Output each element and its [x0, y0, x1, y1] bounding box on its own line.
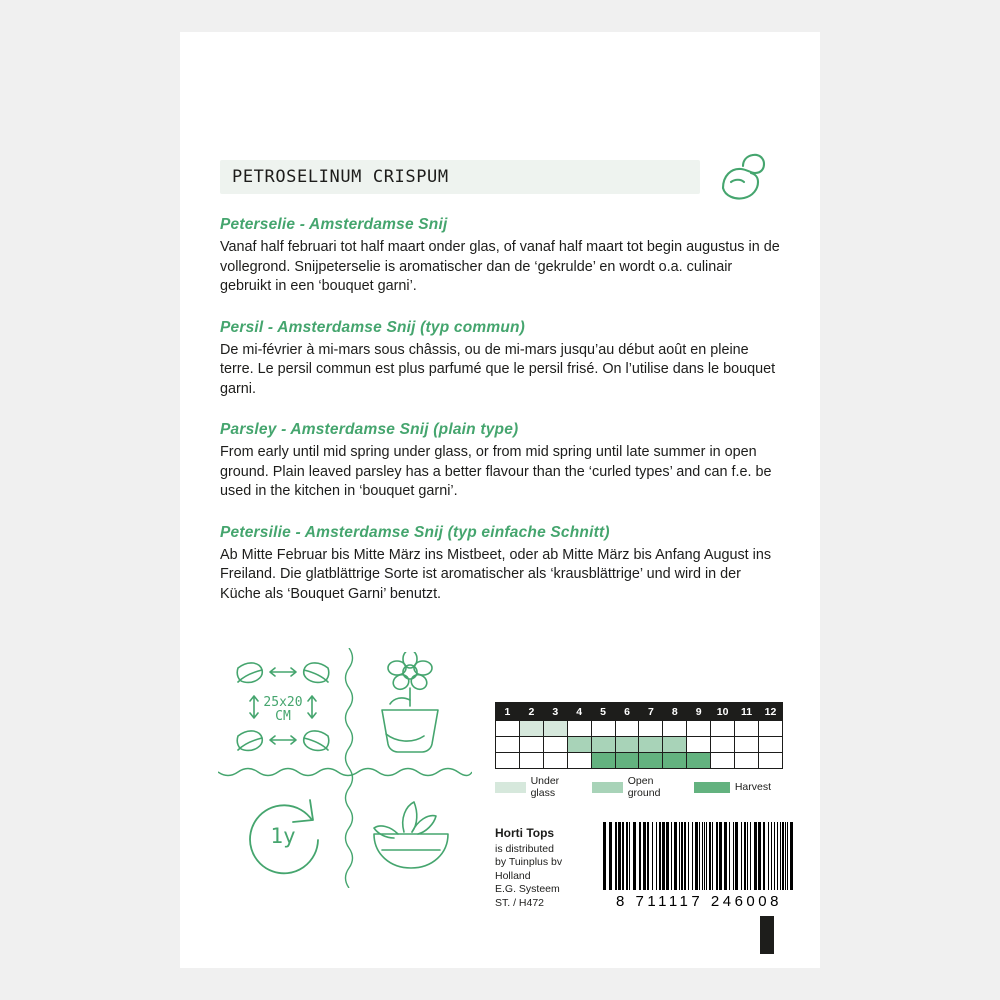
heading-de: Petersilie - Amsterdamse Snij (typ einfache Schnitt) — [220, 523, 610, 541]
calendar-month-header: 5 — [591, 703, 615, 721]
calendar-month-header: 8 — [663, 703, 687, 721]
language-block-fr — [220, 319, 785, 400]
calendar-cell — [567, 753, 591, 769]
calendar-month-header: 2 — [519, 703, 543, 721]
divider-horizontal — [218, 765, 472, 779]
calendar-cell — [615, 737, 639, 753]
calendar-row — [496, 737, 783, 753]
body-en: From early until mid spring under glass, or from mid spring until late summer in open ground. Plain leaved parsley has a better flavour than the ‘curled types’ and can f.e. be used in the kitchen in ‘bouquet garni’. — [220, 444, 772, 499]
language-block-en — [220, 421, 785, 502]
barcode — [603, 822, 795, 910]
calendar-table — [495, 702, 783, 769]
distributor-info — [495, 827, 590, 910]
calendar-cell — [496, 721, 520, 737]
legend-label: Harvest — [734, 781, 771, 793]
calendar-cell — [735, 753, 759, 769]
calendar-cell — [687, 753, 711, 769]
legend-swatch — [592, 782, 623, 793]
calendar-cell — [639, 737, 663, 753]
distributor-line-5: ST. / H472 — [495, 896, 545, 909]
pictogram-grid — [220, 652, 470, 892]
calendar-cell — [639, 721, 663, 737]
language-block-nl — [220, 216, 785, 297]
calendar-cell — [591, 721, 615, 737]
calendar-cell — [519, 737, 543, 753]
distributor-line-1: is distributed — [495, 842, 554, 855]
barcode-gap — [793, 822, 795, 890]
calendar-cell — [591, 737, 615, 753]
distributor-line-3: Holland — [495, 869, 531, 882]
seed-packet — [180, 32, 820, 968]
legend-swatch — [495, 782, 526, 793]
calendar-row — [496, 753, 783, 769]
barcode-bars — [603, 822, 795, 890]
calendar-cell — [543, 721, 567, 737]
calendar-cell — [663, 721, 687, 737]
body-fr: De mi-février à mi-mars sous châssis, ou de mi-mars jusqu’au début août en pleine terre. Le persil commun est plus parfumé que le persil frisé. On l’utilise dans le bouquet garni. — [220, 341, 776, 397]
calendar-cell — [543, 737, 567, 753]
legend-swatch — [694, 782, 730, 793]
distributor-line-2: by Tuinplus bv — [495, 856, 563, 868]
latin-name-bar — [220, 160, 700, 194]
legend-item — [592, 775, 680, 799]
calendar-cell — [567, 737, 591, 753]
heading-nl: Peterselie - Amsterdamse Snij — [220, 216, 448, 233]
calendar-cell — [543, 753, 567, 769]
calendar-cell — [711, 753, 735, 769]
calendar-month-header: 3 — [543, 703, 567, 721]
calendar-cell — [615, 753, 639, 769]
legend-label: Open ground — [627, 775, 661, 799]
brand-name: Horti Tops — [495, 826, 555, 840]
calendar-cell — [758, 753, 782, 769]
legend-item — [495, 775, 578, 799]
calendar-month-header: 9 — [687, 703, 711, 721]
calendar-cell — [496, 753, 520, 769]
calendar-legend — [495, 775, 785, 799]
calendar-cell — [758, 737, 782, 753]
calendar-cell — [519, 721, 543, 737]
calendar-cell — [711, 737, 735, 753]
calendar-cell — [496, 737, 520, 753]
sowing-pot-icon — [352, 652, 470, 764]
calendar-cell — [687, 737, 711, 753]
packet-content — [220, 160, 785, 604]
calendar-cell — [687, 721, 711, 737]
calendar-cell — [591, 753, 615, 769]
calendar-cell — [663, 737, 687, 753]
calendar-cell — [615, 721, 639, 737]
language-block-de — [220, 524, 785, 605]
calendar-cell — [735, 737, 759, 753]
calendar-header-row — [496, 703, 783, 721]
body-nl: Vanaf half februari tot half maart onder glas, of vanaf half maart tot begin augustus in de vollegrond. Snijpeterselie is aromatischer dan de ‘gekrulde’ en wordt o.a. culinair gebruikt in een ‘bouquet garni’. — [220, 239, 780, 294]
muscle-arm-icon — [713, 148, 773, 204]
years-value: 1y — [270, 824, 296, 848]
spacing-value-line2: CM — [275, 709, 291, 724]
calendar-cell — [735, 721, 759, 737]
distributor-line-4: E.G. Systeem — [495, 883, 560, 895]
spacing-value-line1: 25x20 — [263, 695, 303, 710]
legend-label: Under glass — [530, 775, 560, 799]
calendar-row — [496, 721, 783, 737]
calendar-cell — [519, 753, 543, 769]
sowing-calendar — [495, 702, 785, 799]
calendar-month-header: 7 — [639, 703, 663, 721]
lifecycle-years-icon — [224, 780, 342, 892]
calendar-month-header: 12 — [758, 703, 782, 721]
plant-spacing-icon — [224, 652, 342, 764]
calendar-cell — [711, 721, 735, 737]
calendar-month-header: 10 — [711, 703, 735, 721]
legend-item — [694, 781, 771, 793]
body-de: Ab Mitte Februar bis Mitte März ins Mistbeet, oder ab Mitte März bis Anfang August ins Freiland. Die glatblättrige Sorte ist aromatischer als ‘krausblättrige’ und wird in der Küche als ‘Bouquet Garni’ benutzt. — [220, 546, 772, 602]
calendar-cell — [758, 721, 782, 737]
calendar-month-header: 6 — [615, 703, 639, 721]
calendar-cell — [567, 721, 591, 737]
heading-en: Parsley - Amsterdamse Snij (plain type) — [220, 421, 519, 438]
barcode-number: 8 711117 246008 — [616, 893, 782, 910]
print-registration-mark — [760, 916, 774, 954]
calendar-month-header: 11 — [735, 703, 759, 721]
calendar-cell — [663, 753, 687, 769]
calendar-month-header: 1 — [496, 703, 520, 721]
calendar-month-header: 4 — [567, 703, 591, 721]
calendar-cell — [639, 753, 663, 769]
salad-bowl-icon — [352, 780, 470, 892]
latin-name: PETROSELINUM CRISPUM — [232, 167, 449, 187]
heading-fr: Persil - Amsterdamse Snij (typ commun) — [220, 318, 526, 336]
